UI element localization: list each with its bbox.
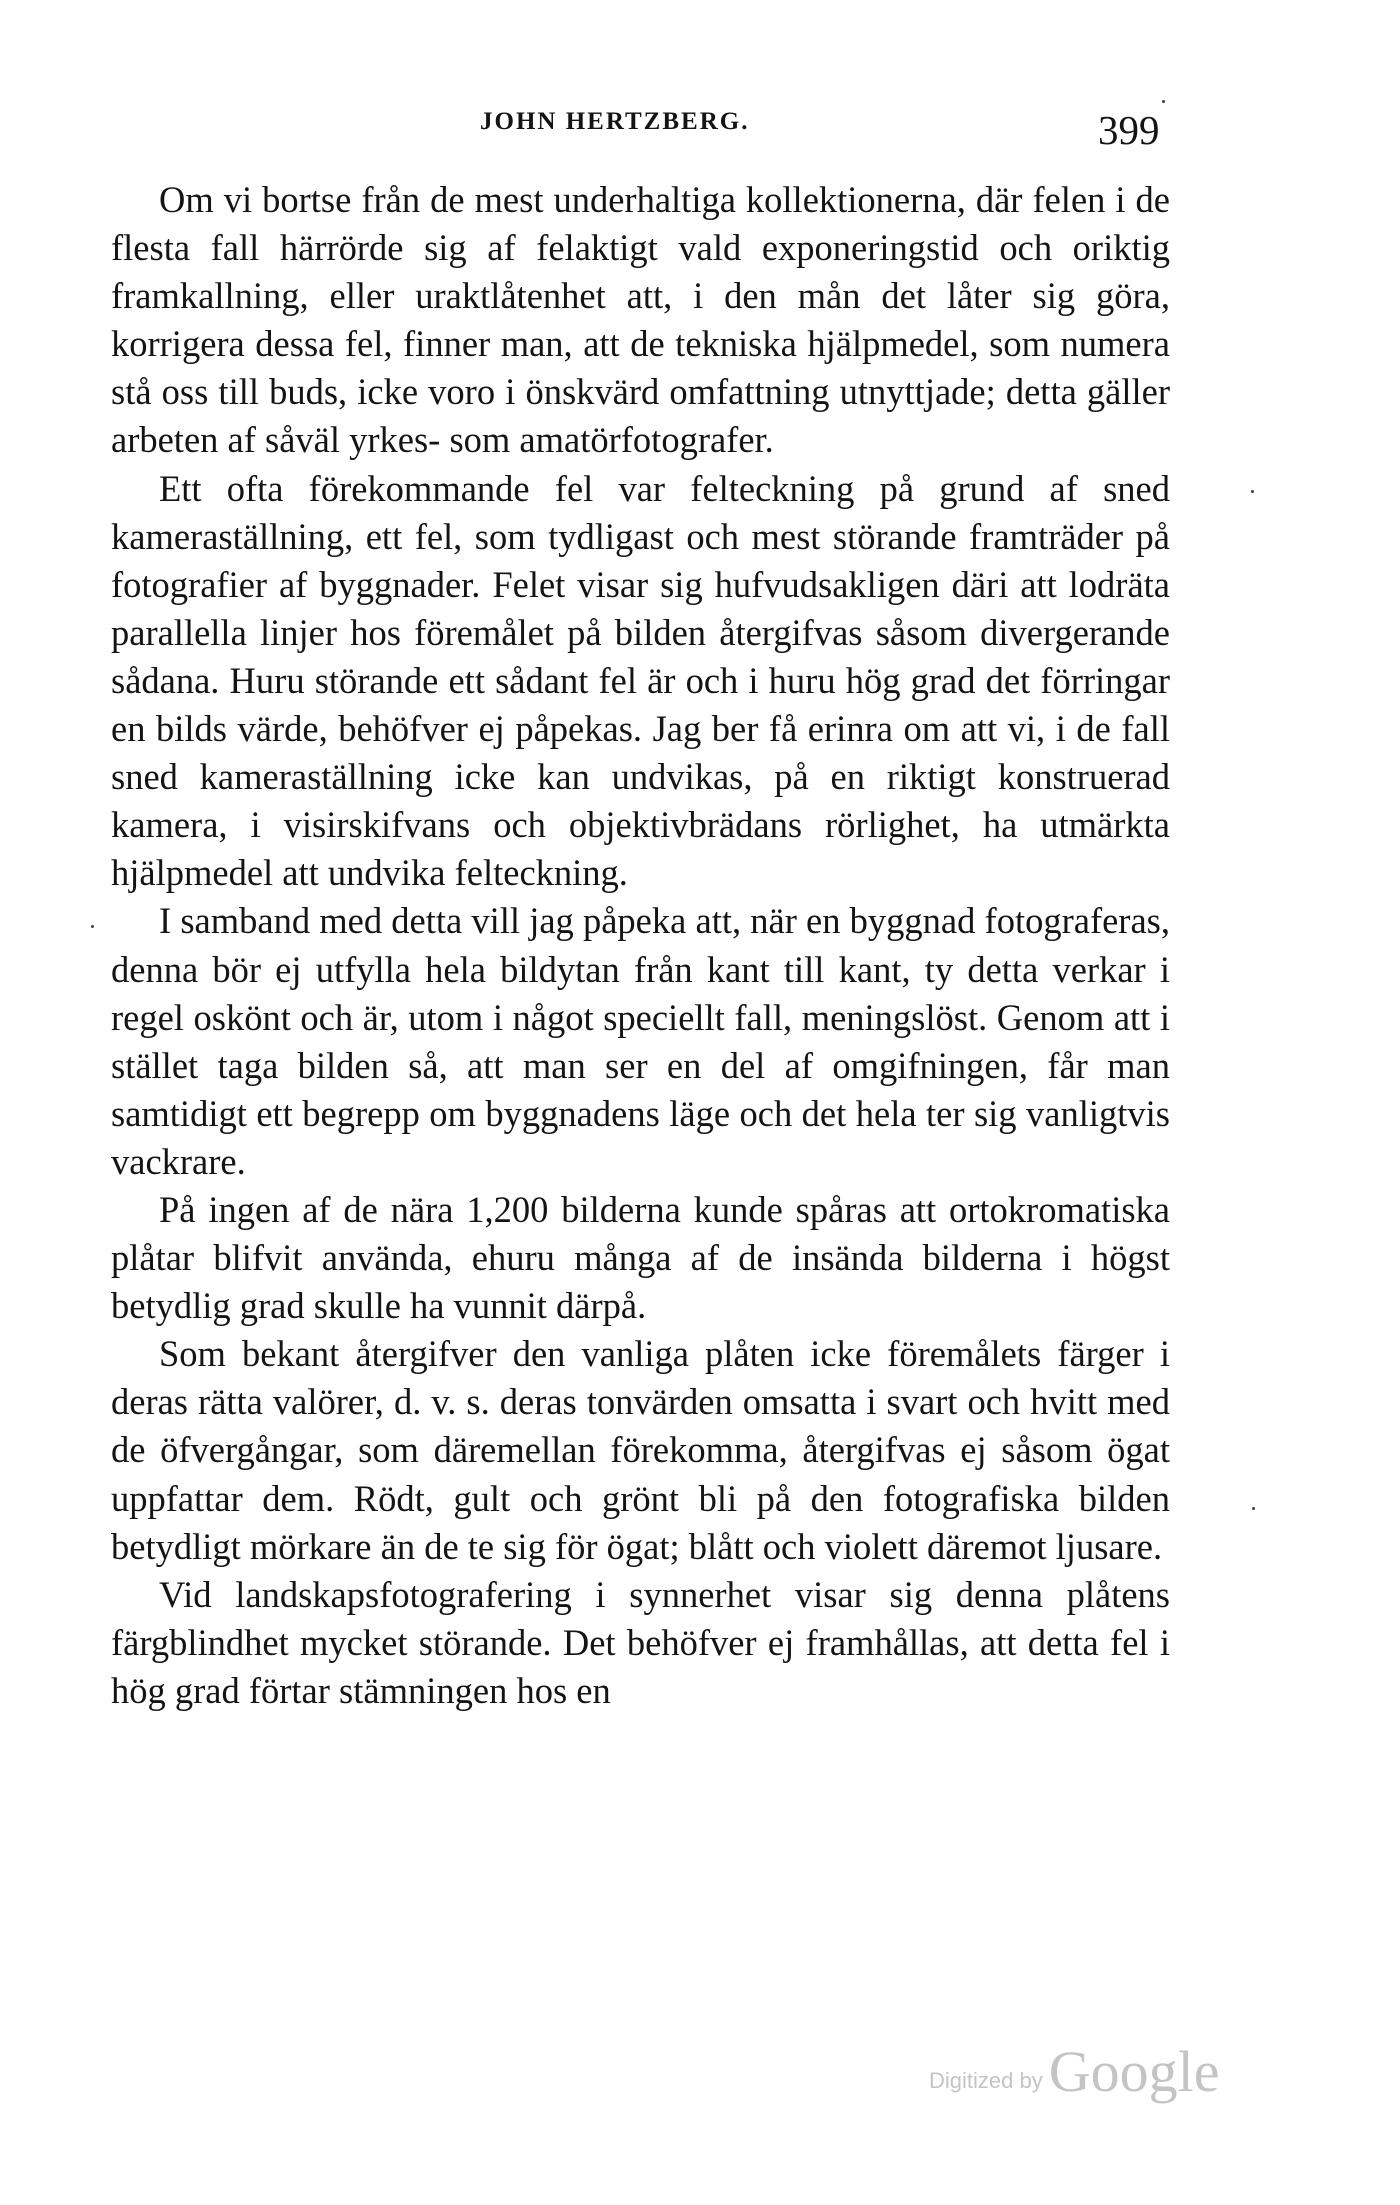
- running-head: JOHN HERTZBERG.: [480, 108, 750, 135]
- google-logo: Google: [1048, 2039, 1220, 2104]
- scan-speck: [1252, 1507, 1255, 1510]
- scan-speck: [1251, 490, 1254, 493]
- paragraph: Ett ofta förekommande fel var felteckning på grund af sned kameraställning, ett fel, som tydligast och mest störande framträder på fotografier af byggnader. Felet visar sig hufvudsakligen däri att lodräta parallella linjer hos föremålet på bilden återgifvas såsom divergerande sådana. Huru störande ett sådant fel är och i huru hög grad det förringar en bilds värde, behöfver ej påpekas. Jag ber få erinra om att vi, i de fall sned kameraställning icke kan undvikas, på en riktigt konstruerad kamera, i visirskifvans och objektivbrädans rörlighet, ha utmärkta hjälpmedel att undvika felteckning.: [111, 467, 1170, 894]
- page-number: 399: [1098, 107, 1160, 153]
- digitized-by-text: Digitized by: [929, 2068, 1043, 2093]
- text-body: [111, 176, 1170, 1715]
- scan-speck: [1162, 100, 1165, 103]
- scan-speck: [91, 925, 94, 928]
- paragraph: På ingen af de nära 1,200 bilderna kunde spåras att ortokromatiska plåtar blifvit använda, ehuru många af de insända bilderna i högst betydlig grad skulle ha vunnit därpå.: [111, 1188, 1170, 1327]
- paragraph: Vid landskapsfotografering i synnerhet visar sig denna plåtens färgblindhet mycket störande. Det behöfver ej framhållas, att detta fel i hög grad förtar stämningen hos en: [111, 1573, 1170, 1711]
- paragraph: Om vi bortse från de mest underhaltiga kollektionerna, där felen i de flesta fall härrörde sig af felaktigt vald exponeringstid och oriktig framkallning, eller uraktlåtenhet att, i den mån det låter sig göra, korrigera dessa fel, finner man, att de tekniska hjälpmedel, som numera stå oss till buds, icke voro i önskvärd omfattning utnyttjade; detta gäller arbeten af såväl yrkes- som amatörfotografer.: [111, 179, 1170, 461]
- paragraph: Som bekant återgifver den vanliga plåten icke föremålets färger i deras rätta valörer, d. v. s. deras tonvärden omsatta i svart och hvitt med de öfvergångar, som däremellan förekomma, återgifvas ej såsom ögat uppfattar dem. Rödt, gult och grönt bli på den fotografiska bilden betydligt mörkare än de te sig för ögat; blått och violett däremot ljusare.: [111, 1333, 1170, 1567]
- paragraph: I samband med detta vill jag påpeka att, när en byggnad fotograferas, denna bör ej utfylla hela bildytan från kant till kant, ty detta verkar i regel oskönt och är, utom i något speciellt fall, meningslöst. Genom att i stället taga bilden så, att man ser en del af omgifningen, får man samtidigt ett begrepp om byggnadens läge och det hela ter sig vanligtvis vackrare.: [111, 900, 1170, 1182]
- page-header: [0, 0, 1400, 160]
- digitized-by-google-watermark: [929, 2038, 1219, 2105]
